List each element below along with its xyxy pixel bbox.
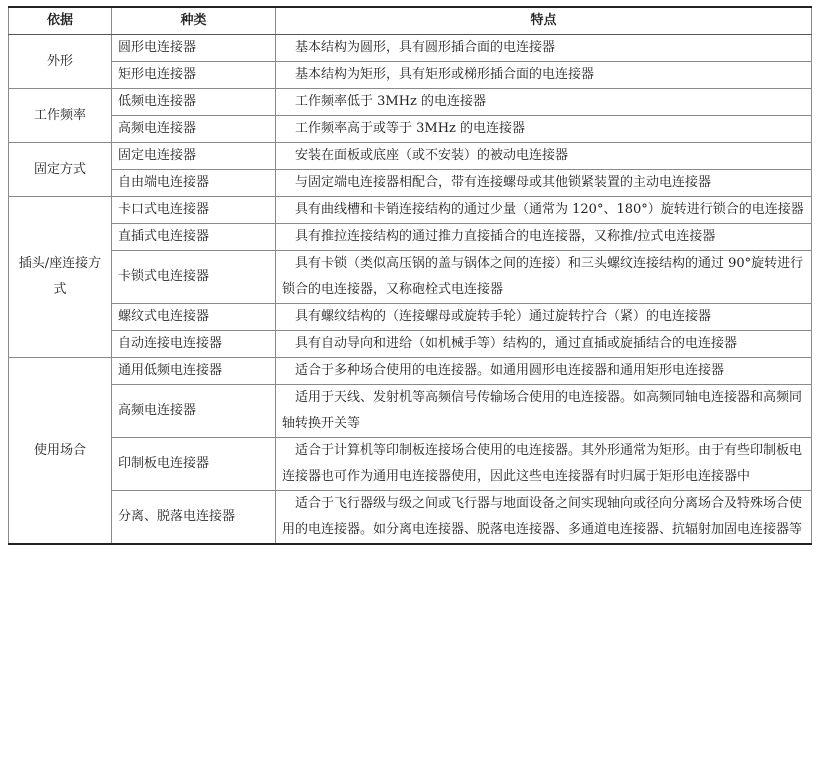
feature-cell: 安装在面板或底座（或不安装）的被动电连接器 (276, 143, 812, 170)
kind-cell: 分离、脱落电连接器 (112, 491, 276, 545)
table-row (9, 304, 812, 331)
feature-cell: 具有螺纹结构的（连接螺母或旋转手轮）通过旋转拧合（紧）的电连接器 (276, 304, 812, 331)
feature-cell: 具有自动导向和进给（如机械手等）结构的，通过直插或旋插结合的电连接器 (276, 331, 812, 358)
header-row (9, 7, 812, 35)
basis-cell: 工作频率 (9, 89, 112, 143)
feature-cell: 具有卡锁（类似高压锅的盖与锅体之间的连接）和三头螺纹连接结构的通过 90°旋转进行锁合的电连接器，又称砲栓式电连接器 (276, 251, 812, 304)
kind-cell: 自由端电连接器 (112, 170, 276, 197)
table-row (9, 385, 812, 438)
table-row (9, 116, 812, 143)
feature-cell: 具有曲线槽和卡销连接结构的通过少量（通常为 120°、180°）旋转进行锁合的电连接器 (276, 197, 812, 224)
kind-cell: 圆形电连接器 (112, 35, 276, 62)
feature-cell: 工作频率低于 3MHz 的电连接器 (276, 89, 812, 116)
kind-cell: 直插式电连接器 (112, 224, 276, 251)
feature-cell: 适合于飞行器级与级之间或飞行器与地面设备之间实现轴向或径向分离场合及特殊场合使用的电连接器。如分离电连接器、脱落电连接器、多通道电连接器、抗辐射加固电连接器等 (276, 491, 812, 545)
table-row (9, 170, 812, 197)
kind-cell: 通用低频电连接器 (112, 358, 276, 385)
table-row (9, 491, 812, 545)
feature-cell: 基本结构为矩形，具有矩形或梯形插合面的电连接器 (276, 62, 812, 89)
feature-cell: 具有推拉连接结构的通过推力直接插合的电连接器，又称推/拉式电连接器 (276, 224, 812, 251)
kind-cell: 高频电连接器 (112, 385, 276, 438)
table-row (9, 331, 812, 358)
feature-cell: 与固定端电连接器相配合，带有连接螺母或其他锁紧装置的主动电连接器 (276, 170, 812, 197)
table-row (9, 224, 812, 251)
kind-cell: 印制板电连接器 (112, 438, 276, 491)
kind-cell: 卡口式电连接器 (112, 197, 276, 224)
feature-cell: 适合于计算机等印制板连接场合使用的电连接器。其外形通常为矩形。由于有些印制板电连接器也可作为通用电连接器使用，因此这些电连接器有时归属于矩形电连接器中 (276, 438, 812, 491)
table-row (9, 89, 812, 116)
table-row (9, 143, 812, 170)
kind-cell: 固定电连接器 (112, 143, 276, 170)
basis-cell: 使用场合 (9, 358, 112, 545)
basis-cell: 固定方式 (9, 143, 112, 197)
table-row (9, 35, 812, 62)
basis-cell: 外形 (9, 35, 112, 89)
table-row (9, 251, 812, 304)
table-row (9, 197, 812, 224)
kind-cell: 矩形电连接器 (112, 62, 276, 89)
header-kind: 种类 (112, 7, 276, 35)
feature-cell: 适用于天线、发射机等高频信号传输场合使用的电连接器。如高频同轴电连接器和高频同轴转换开关等 (276, 385, 812, 438)
kind-cell: 螺纹式电连接器 (112, 304, 276, 331)
kind-cell: 卡锁式电连接器 (112, 251, 276, 304)
kind-cell: 自动连接电连接器 (112, 331, 276, 358)
feature-cell: 适合于多种场合使用的电连接器。如通用圆形电连接器和通用矩形电连接器 (276, 358, 812, 385)
table-row (9, 438, 812, 491)
header-basis: 依据 (9, 7, 112, 35)
feature-cell: 工作频率高于或等于 3MHz 的电连接器 (276, 116, 812, 143)
table-row (9, 62, 812, 89)
table-row (9, 358, 812, 385)
header-feature: 特点 (276, 7, 812, 35)
kind-cell: 高频电连接器 (112, 116, 276, 143)
kind-cell: 低频电连接器 (112, 89, 276, 116)
connector-classification-table (8, 6, 812, 545)
feature-cell: 基本结构为圆形，具有圆形插合面的电连接器 (276, 35, 812, 62)
basis-cell: 插头/座连接方式 (9, 197, 112, 358)
